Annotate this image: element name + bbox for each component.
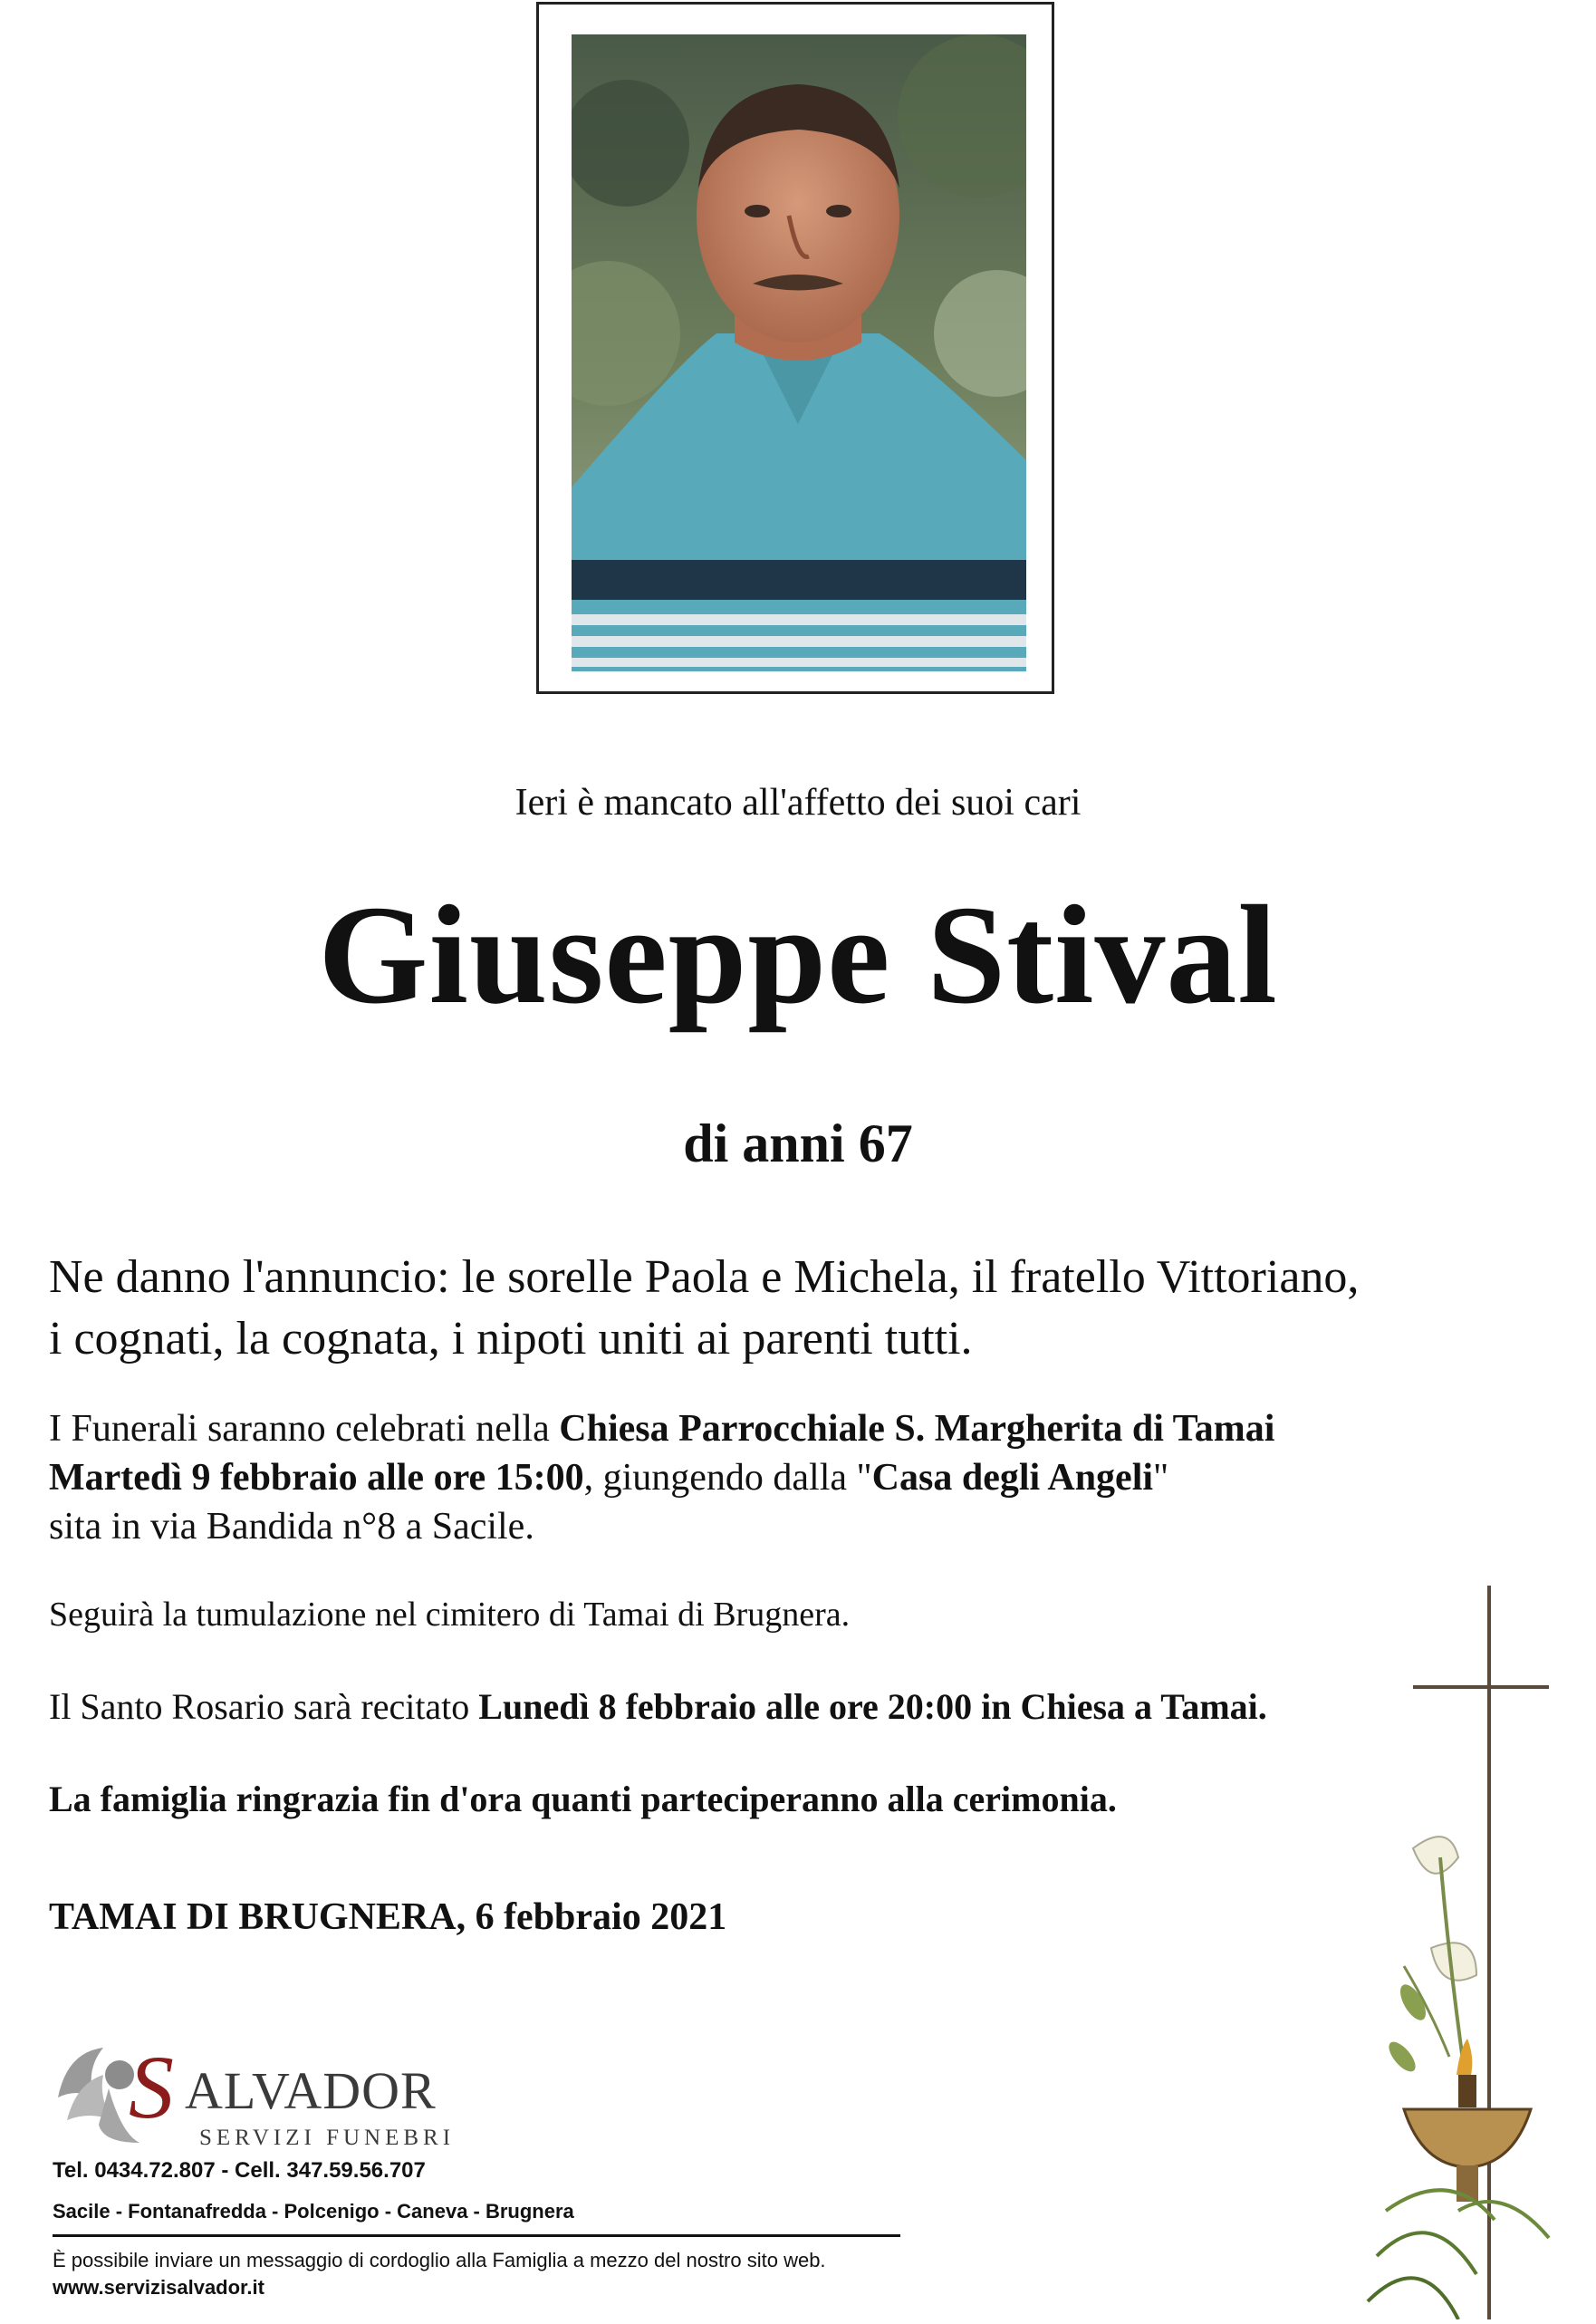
burial-text: Seguirà la tumulazione nel cimitero di Tamai di Brugnera. <box>49 1596 851 1634</box>
contact-phone: Tel. 0434.72.807 - Cell. 347.59.56.707 <box>53 2158 426 2183</box>
logo-subtitle: SERVIZI FUNEBRI <box>199 2126 456 2150</box>
divider <box>53 2234 900 2237</box>
contact-towns: Sacile - Fontanafredda - Polcenigo - Caneva - Brugnera <box>53 2200 574 2223</box>
portrait-photo <box>572 34 1026 671</box>
rosary-datetime: Lunedì 8 febbraio alle ore 20:00 in Chiesa a Tamai. <box>478 1686 1267 1727</box>
intro-text: Ieri è mancato all'affetto dei suoi cari <box>514 782 1082 824</box>
angel-icon <box>58 2048 139 2143</box>
condolence-note: È possibile inviare un messaggio di cordoglio alla Famiglia a mezzo del nostro sito web. <box>53 2249 826 2271</box>
announcement-line: i cognati, la cognata, i nipoti uniti ai parenti tutti. <box>49 1313 973 1365</box>
photo-frame <box>536 2 1054 694</box>
deceased-name: Giuseppe Stival <box>318 876 1278 1033</box>
rosary-text: Il Santo Rosario sarà recitato <box>49 1686 479 1727</box>
funeral-datetime: Martedì 9 febbraio alle ore 15:00 <box>49 1457 584 1499</box>
church-name: Chiesa Parrocchiale S. Margherita di Tamai <box>559 1408 1275 1450</box>
funeral-details <box>49 1404 1462 1551</box>
house-name: Casa degli Angeli <box>871 1457 1154 1499</box>
website-link[interactable]: www.servizisalvador.it <box>53 2276 264 2299</box>
funeral-text: I Funerali saranno celebrati nella <box>49 1408 560 1450</box>
leaves-icon <box>1368 2190 1549 2319</box>
lamp-icon <box>1404 2039 1531 2202</box>
logo-brand: ALVADOR <box>185 2061 437 2120</box>
funeral-text: " <box>1153 1457 1169 1499</box>
funeral-text: , giungendo dalla " <box>583 1457 872 1499</box>
logo-initial: S <box>129 2037 174 2137</box>
cross-and-lamp-decoration <box>1350 1586 1558 2319</box>
age-text: di anni 67 <box>683 1114 913 1173</box>
rosary-details <box>49 1685 1462 1728</box>
thanks-text: La famiglia ringrazia fin d'ora quanti parteciperanno alla cerimonia. <box>49 1779 1117 1819</box>
announcement-line: Ne danno l'annuncio: le sorelle Paola e Michela, il fratello Vittoriano, <box>49 1251 1360 1303</box>
salvador-logo <box>49 2034 466 2161</box>
funeral-address: sita in via Bandida n°8 a Sacile. <box>49 1506 534 1548</box>
announcement <box>49 1247 1462 1370</box>
dateline: TAMAI DI BRUGNERA, 6 febbraio 2021 <box>49 1896 727 1938</box>
